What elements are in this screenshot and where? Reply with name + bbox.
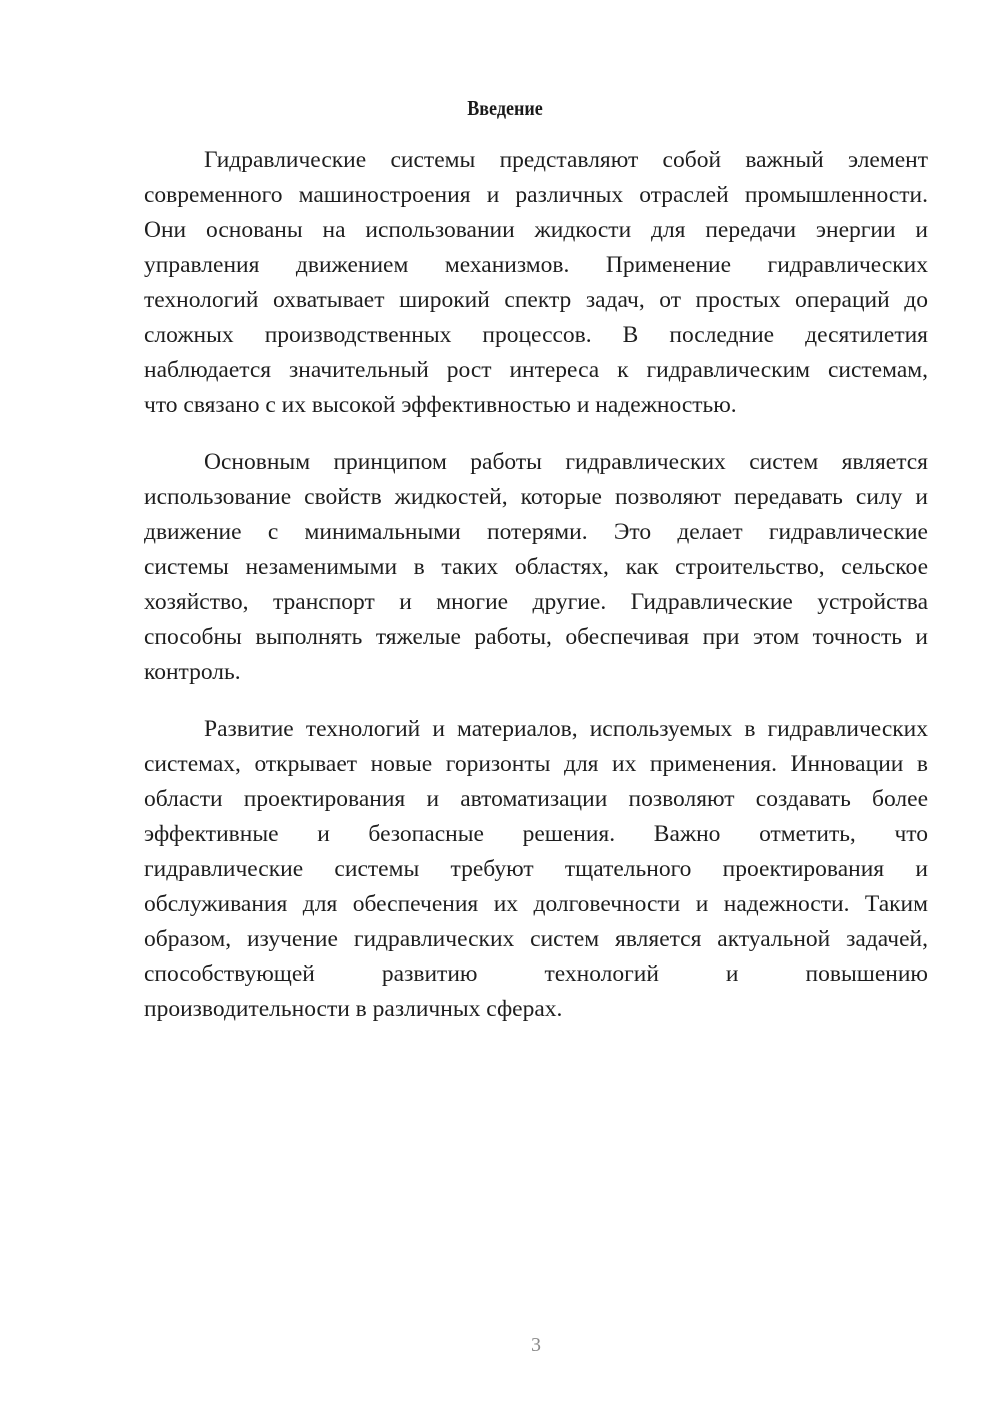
text-line: что связано с их высокой эффективностью и надежностью. [144,392,737,418]
text-line: способны выполнять тяжелые работы, обеспечивая при этом точность и [144,624,928,650]
text-line: современного машиностроения и различных отраслей промышленности. [144,182,928,208]
text-line: системы незаменимыми в таких областях, как строительство, сельское [144,554,928,580]
text-line: сложных производственных процессов. В последние десятилетия [144,322,928,348]
text-line: образом, изучение гидравлических систем является актуальной задачей, [144,926,928,952]
text-line: способствующей развитию технологий и повышению [144,961,928,987]
text-line: Основным принципом работы гидравлических систем является [204,449,928,475]
text-line: контроль. [144,659,241,685]
text-line: гидравлические системы требуют тщательного проектирования и [144,856,928,882]
text-line: эффективные и безопасные решения. Важно отметить, что [144,821,928,847]
text-line: системах, открывает новые горизонты для их применения. Инновации в [144,751,928,777]
paragraph-2 [144,445,928,690]
text-line: производительности в различных сферах. [144,996,563,1022]
text-line: управления движением механизмов. Применение гидравлических [144,252,928,278]
text-line: Развитие технологий и материалов, используемых в гидравлических [204,716,928,742]
text-line: Они основаны на использовании жидкости для передачи энергии и [144,217,928,243]
section-title: Введение [467,96,543,120]
text-line: движение с минимальными потерями. Это делает гидравлические [144,519,928,545]
text-line: использование свойств жидкостей, которые позволяют передавать силу и [144,484,928,510]
text-line: обслуживания для обеспечения их долговечности и надежности. Таким [144,891,928,917]
paragraph-1 [144,143,928,423]
text-line: хозяйство, транспорт и многие другие. Гидравлические устройства [144,589,928,615]
text-line: Гидравлические системы представляют собой важный элемент [204,147,928,173]
text-line: технологий охватывает широкий спектр задач, от простых операций до [144,287,928,313]
text-line: области проектирования и автоматизации позволяют создавать более [144,786,928,812]
page-number: 3 [531,1334,541,1356]
paragraph-3 [144,712,928,1027]
text-line: наблюдается значительный рост интереса к гидравлическим системам, [144,357,928,383]
